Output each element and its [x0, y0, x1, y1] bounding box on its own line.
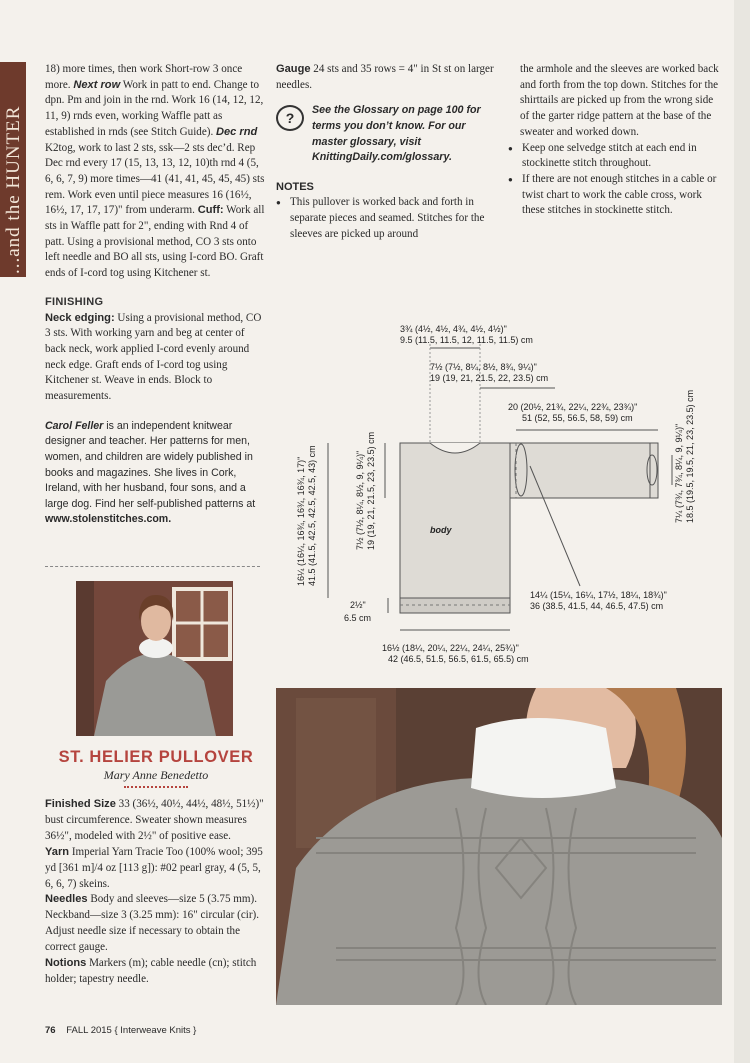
page-edge — [734, 0, 750, 1063]
notes-heading: NOTES — [276, 180, 314, 193]
yarn-spec: Yarn Imperial Yarn Tracie Too (100% wool; 395 yd [361 m]/4 oz [113 g]): #02 pearl gray, 4 (5, 5, 6, 6, 7) skeins. — [45, 845, 263, 890]
dim-hem-cm: 6.5 cm — [344, 613, 372, 623]
notions-spec: Notions Markers (m); cable needle (cn); stitch holder; tapestry needle. — [45, 957, 257, 985]
magazine-name: { Interweave Knits } — [114, 1025, 197, 1036]
section-tab — [0, 62, 26, 277]
pattern-title: ST. HELIER PULLOVER — [58, 748, 254, 766]
finishing-heading: FINISHING — [45, 295, 104, 308]
dim-hem-in: 2½" — [350, 600, 366, 610]
glossary-callout — [276, 103, 496, 165]
page-footer — [45, 1025, 196, 1036]
dim-body-width-cm: 42 (46.5, 51.5, 56.5, 61.5, 65.5) cm — [388, 654, 529, 664]
designer-bio: Carol Feller is an independent knitwear designer and teacher. Her patterns for men, women, and children are widely published in books and magazines. She lives in Cork, Ireland, with her husband, four sons, and a large dog. Find her self-published patterns at www.stolenstitches.com. — [45, 419, 256, 526]
model-thumbnail-photo — [76, 581, 233, 736]
dim-armhole-cm: 19 (19, 21, 21.5, 23, 23.5) cm — [366, 431, 376, 550]
column-3 — [508, 62, 724, 219]
glossary-text: See the Glossary on page 100 for terms you don’t know. For our master glossary, visit KnittingDaily.com/glossary. — [312, 104, 481, 164]
dim-cuff-cm: 18.5 (19.5, 19.5, 21, 23, 23.5) cm — [685, 389, 695, 523]
section-tab-label: ...and the HUNTER — [3, 105, 24, 274]
dim-sleeve-width-in: 14¼ (15¼, 16¼, 17½, 18¼, 18¾)" — [530, 590, 667, 600]
neck-edging-paragraph: Neck edging: Using a provisional method, CO 3 sts. With working yarn and beg at center of back neck, work applied I-cord evenly around neck edge. Graft ends of I-cord tog using Kitchener st. Weave in ends. Block to measurements. — [45, 311, 262, 403]
dim-body-width-in: 16½ (18¼, 20¼, 22¼, 24¼, 25¾)" — [382, 643, 519, 653]
column-2 — [276, 62, 496, 243]
dim-shoulder-in: 7½ (7½, 8¼, 8½, 8¾, 9¼)" — [430, 362, 537, 372]
note-continuation: the armhole and the sleeves are worked back and forth from the top down. Stitches for the shirttails are picked up from the wrong side of the garter ridge pattern at the base of the sweater and worked down. — [520, 63, 719, 138]
divider — [45, 566, 260, 567]
dim-body-length-in: 16¼ (16¼, 16¾, 16¾, 16¾, 17)" — [296, 456, 306, 586]
pattern-specs — [45, 797, 267, 988]
note-item: ● Keep one selvedge stitch at each end in stockinette stitch throughout. — [508, 141, 724, 172]
needles-spec: Needles Body and sleeves—size 5 (3.75 mm). Neckband—size 3 (3.25 mm): 16" circular (cir). Adjust needle size if necessary to obtain the correct gauge. — [45, 893, 259, 954]
pattern-author: Mary Anne Benedetto — [103, 768, 209, 782]
schematic-body-label: body — [430, 525, 452, 535]
model-main-photo — [276, 688, 722, 1005]
dim-neck-cm: 9.5 (11.5, 11.5, 12, 11.5, 11.5) cm — [400, 335, 533, 345]
dim-cuff-in: 7¼ (7¾, 7¾, 8¼, 9, 9¼)" — [674, 423, 684, 523]
note-item: ● This pullover is worked back and forth in separate pieces and seamed. Stitches for the sleeves are picked up around — [276, 195, 496, 242]
issue-label: FALL 2015 — [66, 1025, 112, 1036]
dim-armhole-in: 7½ (7½, 8¼, 8½, 9, 9¼)" — [355, 450, 365, 550]
dim-body-length-cm: 41.5 (41.5, 42.5, 42.5, 42.5, 43) cm — [307, 445, 317, 586]
pattern-paragraph: 18) more times, then work Short-row 3 once more. Next row Work in patt to end. Change to dpn. Pm and join in the rnd. Work 16 (14, 12, 12, 11, 9) rnds even, working Waffle patt as established in rnds (see Stitch Guide). Dec rnd K2tog, work to last 2 sts, ssk—2 sts dec’d. Rep Dec rnd every 17 (15, 13, 13, 12, 10)th rnd 4 (5, 6, 6, 7, 9) more times—41 (41, 41, 45, 45, 45) sts rem. Work even until piece measures 16 (16½, 16½, 17, 17, 17)" from underarm. Cuff: Work all sts in Waffle patt for 2", ending with Rnd 4 of patt. Using a provisional method, CO 3 sts onto left needle and BO all sts, using I-cord BO. Graft ends of I-cord tog using Kitchener st. — [45, 63, 265, 280]
dim-shoulder-cm: 19 (19, 21, 21.5, 22, 23.5) cm — [430, 373, 549, 383]
column-1 — [45, 62, 267, 528]
dim-neck-in: 3¾ (4½, 4½, 4¾, 4½, 4½)" — [400, 324, 507, 334]
dim-sleeve-length-in: 20 (20½, 21¾, 22¼, 22¾, 23¾)" — [508, 402, 638, 412]
page-number: 76 — [45, 1025, 56, 1036]
dim-sleeve-length-cm: 51 (52, 55, 56.5, 58, 59) cm — [522, 413, 633, 423]
dim-sleeve-width-cm: 36 (38.5, 41.5, 44, 46.5, 47.5) cm — [530, 601, 664, 611]
gauge-paragraph: Gauge 24 sts and 35 rows = 4" in St st on larger needles. — [276, 63, 494, 91]
note-item: ● If there are not enough stitches in a cable or twist chart to work the cable cross, work these stitches in stockinette stitch. — [508, 172, 724, 219]
question-icon: ? — [276, 105, 304, 131]
sweater-schematic — [290, 318, 730, 668]
finished-size: Finished Size 33 (36½, 40½, 44½, 48½, 51½)" bust circumference. Sweater shown measures 36½", modeled with 2½" of positive ease. — [45, 798, 264, 842]
author-rule — [124, 786, 188, 788]
